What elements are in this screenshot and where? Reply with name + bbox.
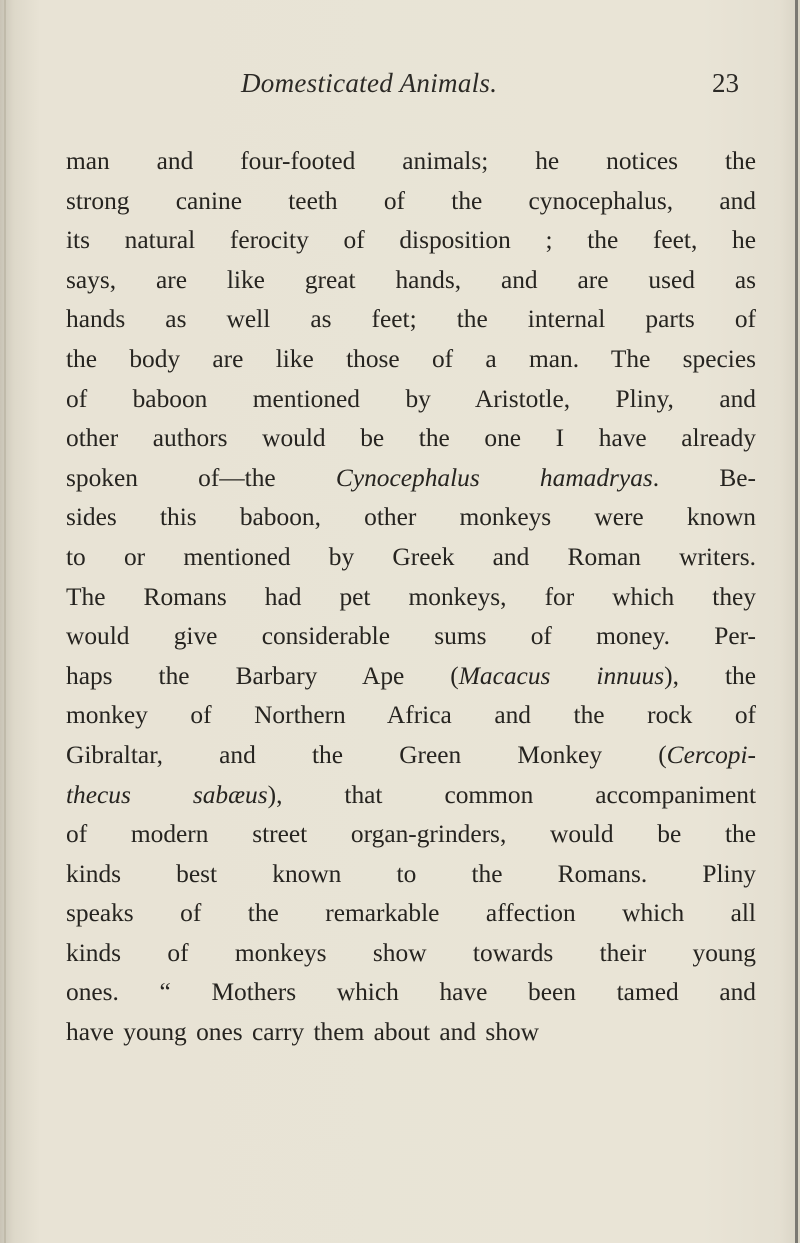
text-run: hands as well as feet; the internal parts of (66, 305, 756, 334)
text-run: . Be- (652, 463, 757, 492)
text-line (66, 498, 756, 538)
text-run: have young ones carry them about and show (66, 1018, 539, 1047)
page-edge-shadow (795, 0, 798, 1243)
text-run: spoken of—the (66, 463, 336, 492)
text-run: speaks of the remarkable affection which all (66, 899, 756, 928)
text-line (66, 300, 756, 340)
text-run: monkey of Northern Africa and the rock of (66, 701, 756, 730)
text-run: Gibraltar, and the Green Monkey ( (66, 740, 667, 769)
running-head (0, 68, 800, 108)
text-line (66, 261, 756, 301)
text-line (66, 182, 756, 222)
text-run: man and four-footed animals; he notices the (66, 147, 756, 175)
text-run: other authors would be the one I have already (66, 424, 756, 453)
text-line (66, 894, 756, 934)
text-line (66, 815, 756, 855)
italic-text: thecus sabæus (66, 780, 268, 809)
text-run: ones. “ Mothers which have been tamed and (66, 978, 756, 1007)
text-line (66, 934, 756, 974)
text-line (66, 578, 756, 618)
text-line (66, 776, 756, 816)
text-run: its natural ferocity of disposition ; the feet, he (66, 226, 756, 255)
text-line (66, 221, 756, 261)
text-run: kinds of monkeys show towards their young (66, 938, 756, 967)
text-line (66, 340, 756, 380)
text-line (66, 380, 756, 420)
text-run: the body are like those of a man. The species (66, 344, 756, 373)
running-title: Domesticated Animals. (241, 68, 498, 98)
page-number: 23 (712, 68, 739, 98)
text-run: of modern street organ-grinders, would be the (66, 820, 756, 849)
text-run: to or mentioned by Greek and Roman writers. (66, 542, 756, 571)
text-run: says, are like great hands, and are used as (66, 265, 756, 294)
text-run: strong canine teeth of the cynocephalus, and (66, 186, 756, 215)
page-gutter-shadow (4, 0, 6, 1243)
text-line (66, 617, 756, 657)
text-line (66, 459, 756, 499)
italic-text: Macacus innuus (458, 661, 665, 690)
text-line (66, 1013, 756, 1053)
body-text (66, 142, 756, 1053)
text-run: of baboon mentioned by Aristotle, Pliny, and (66, 384, 756, 413)
text-line (66, 657, 756, 697)
text-run: haps the Barbary Ape ( (66, 661, 459, 690)
text-run: The Romans had pet monkeys, for which they (66, 582, 756, 611)
text-line (66, 142, 756, 182)
text-run: would give considerable sums of money. Per- (66, 622, 756, 651)
text-run: ), that common accompaniment (267, 780, 756, 809)
text-run: sides this baboon, other monkeys were known (66, 503, 756, 532)
text-line (66, 736, 756, 776)
italic-text: Cynocephalus hamadryas (335, 463, 653, 492)
text-line (66, 855, 756, 895)
text-line (66, 538, 756, 578)
text-line (66, 419, 756, 459)
text-run: ), the (664, 661, 756, 690)
text-run: kinds best known to the Romans. Pliny (66, 859, 756, 888)
text-line (66, 696, 756, 736)
italic-text: Cercopi- (666, 740, 756, 769)
text-line (66, 973, 756, 1013)
